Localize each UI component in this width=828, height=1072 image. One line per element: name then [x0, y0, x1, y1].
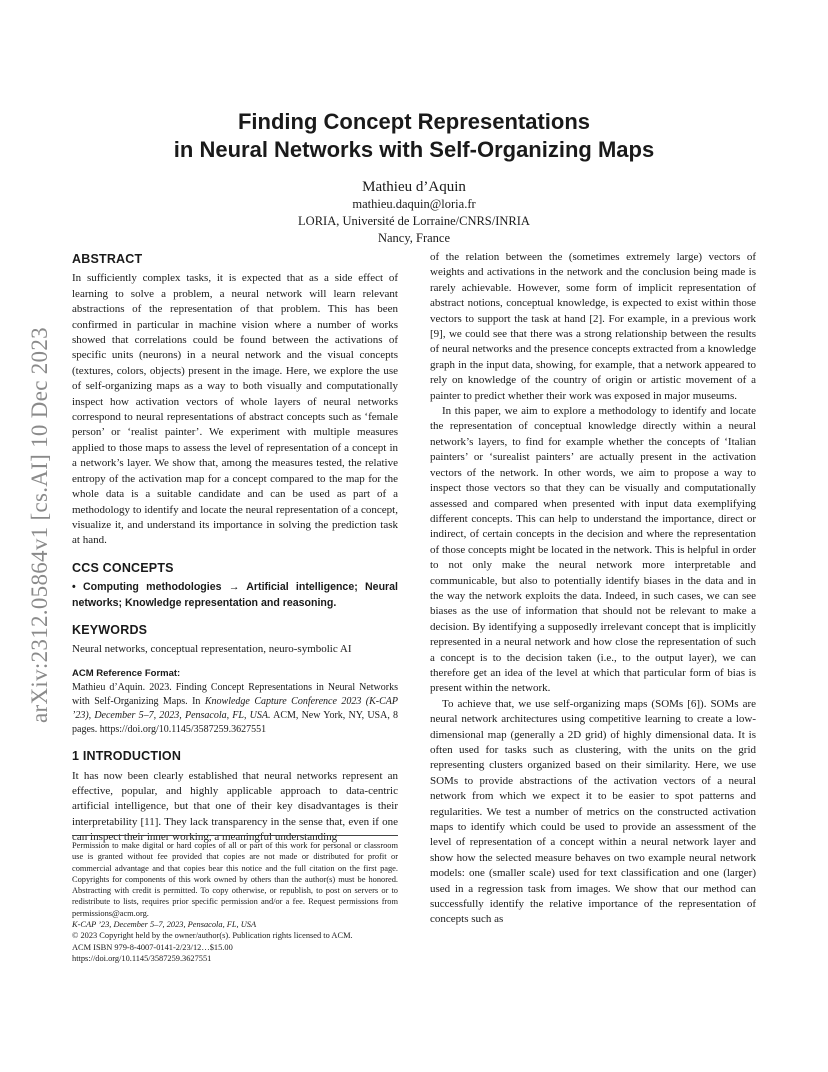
keywords-section [72, 623, 398, 658]
introduction-heading: 1 INTRODUCTION [72, 749, 182, 764]
reference-format-text [72, 681, 398, 737]
reference-venue: Knowledge Capture Conference 2023 (K-CAP ’23), December 5–7, 2023, Pensacola, FL, USA. [72, 696, 399, 722]
keywords-text: Neural networks, conceptual representation, neuro-symbolic AI [72, 643, 352, 656]
introduction-section [72, 749, 398, 845]
paper-title [72, 108, 756, 164]
right-paragraph-2: In this paper, we aim to explore a methodology to identify and locate the representation of conceptual knowledge directly within a neural network’s layers, to find for example whether the concepts of ‘Italian painters’ or ‘surealist painters’ are actually present in the activation vectors of the network. In other words, we aim to propose a way to inspect those vectors so that they can be visually and computationally assessed and compared when presented with input data exemplifying different concepts. This can help to understand the importance, direct or indirect, of certain concepts in the decision and where the representation of those concepts might be located in the network. This is helpful in order to not only make the neural network more interpretable and communicable, but also to potentially identify biases in the data and in the way the network exploits the data. Indeed, in such cases, we can see biases as the use of information that should not be relevant to make a decision. By identifying a supposedly irrelevant concept that is implicitly represented in a neural network and how close the representation of such a concept is to the decision taken (i.e., to the output layer), we can therefore get an idea of the level at which that particular form of bias is present within the network. [430, 405, 756, 695]
keywords-heading: KEYWORDS [72, 622, 148, 637]
arxiv-identifier: arXiv:2312.05864v1 [cs.AI] 10 Dec 2023 [27, 327, 52, 723]
isbn-line: ACM ISBN 979-8-4007-0141-2/23/12…$15.00 [72, 942, 233, 952]
abstract-heading: ABSTRACT [72, 252, 143, 266]
permission-footnote [72, 840, 398, 964]
reference-format-heading: ACM Reference Format: [72, 667, 181, 679]
left-column [72, 252, 398, 846]
reference-format-section [72, 666, 398, 737]
ccs-heading: CCS CONCEPTS [72, 560, 174, 575]
copyright-line: © 2023 Copyright held by the owner/author(s). Publication rights licensed to ACM. [72, 931, 353, 941]
right-column [430, 250, 756, 928]
conference-line: K-CAP ’23, December 5–7, 2023, Pensacola, FL, USA [72, 920, 257, 930]
ccs-text: • Computing methodologies → Artificial intelligence; Neural networks; Knowledge representation and reasoning. [72, 581, 398, 609]
title-block [72, 108, 756, 247]
footnote-divider [72, 835, 398, 836]
reference-part-2: ACM, New York, NY, USA, 8 pages. https://doi.org/10.1145/3587259.3627551 [72, 710, 399, 736]
right-paragraph-3: To achieve that, we use self-organizing maps (SOMs [6]). SOMs are neural network architectures using competitive learning to create a low-dimensional map (generally a 2D grid) of highly dimensional data. It is often used for tasks such as clustering, with the units on the grid representing clusters organized based on their similarity. Here, we use SOMs to provide abstractions of the activation vectors of a neural network from which we expect it to be easier to spot patterns and regularities. We test a number of metrics on the constructed activation maps to identify which could be used to provide an assessment of the level of representation of a concept within a neural network layer and show how the selected measure behaves on two example neural network models: one (smaller scale) used for text classification and one (larger) used in a regression task from images. We show that our method can successfully identify the relative importance of the representation of concepts such as [430, 697, 756, 926]
author-email: mathieu.daquin@loria.fr [352, 197, 476, 211]
author-location: Nancy, France [377, 231, 451, 245]
abstract-text: In sufficiently complex tasks, it is expected that as a side effect of learning to solve a problem, a neural network will learn relevant abstractions of the representation of that problem. This has been confirmed in particular in machine vision where a number of works showed that correlations could be found between the activations of specific units (neurons) in a neural network and the visual concepts (textures, colors, objects) present in the image. Here, we explore the use of self-organizing maps as a way to both visually and computationally inspect how activation vectors of whole layers of neural networks correspond to neural representations of abstract concepts such as ‘female person’ or ‘realist painter’. We experiment with multiple measures applied to those maps to assess the level of representation of a concept in a network’s layer. We show that, among the measures tested, the relative entropy of the activation map for a concept compared to the map for the whole data is a suitable candidate and can be used as part of a methodology to identify and locate the neural representation of a concept, visualize it, and understand its importance in solving the prediction task at hand. [72, 272, 398, 547]
author-affiliation: LORIA, Université de Lorraine/CNRS/INRIA [298, 214, 530, 228]
permission-text: Permission to make digital or hard copies of all or part of this work for personal or classroom use is granted without fee provided that copies are not made or distributed for profit or commercial advantage and that copies bear this notice and the full citation on the first page. Copyrights for components of this work owned by others than the author(s) must be honored. Abstracting with credit is permitted. To copy otherwise, or republish, to post on servers or to redistribute to lists, requires prior specific permission and/or a fee. Request permissions from permissions@acm.org. [72, 841, 398, 918]
introduction-text: It has now been clearly established that neural networks represent an effective, popular, and highly applicable approach to data-centric artificial intelligence, but that one of their key disadvantages is their interpretability [11]. They lack transparency in the sense that, even if one can inspect their inner working, a meaningful understanding [72, 769, 398, 844]
right-paragraph-1: of the relation between the (sometimes extremely large) vectors of weights and activations in the network and the conclusion being made is rarely achievable. However, some form of implicit representation of abstract notions, conceptual knowledge, is expected to exist within those vectors to support the task at hand [2]. For example, in a previous work [9], we could see that there was a strong relationship between the results of neural networks and the presence concepts extracted from a knowledge graph in the input data, showing, for example, that a network appeared to rely on knowledge of the country of origin or artistic movement of a painter to predict whether their work was exposed in major museums. [430, 251, 756, 402]
ccs-section [72, 561, 398, 611]
title-line-1: Finding Concept Representations [237, 109, 591, 134]
abstract-section [72, 252, 398, 549]
reference-part-1: Mathieu d’Aquin. 2023. Finding Concept Representations in Neural Networks with Self-Organizing Maps. In [72, 682, 398, 708]
arxiv-stamp [18, 290, 62, 760]
title-line-2: in Neural Networks with Self-Organizing Maps [173, 137, 655, 162]
doi-line: https://doi.org/10.1145/3587259.3627551 [72, 953, 212, 963]
author-name: Mathieu d’Aquin [362, 179, 466, 195]
